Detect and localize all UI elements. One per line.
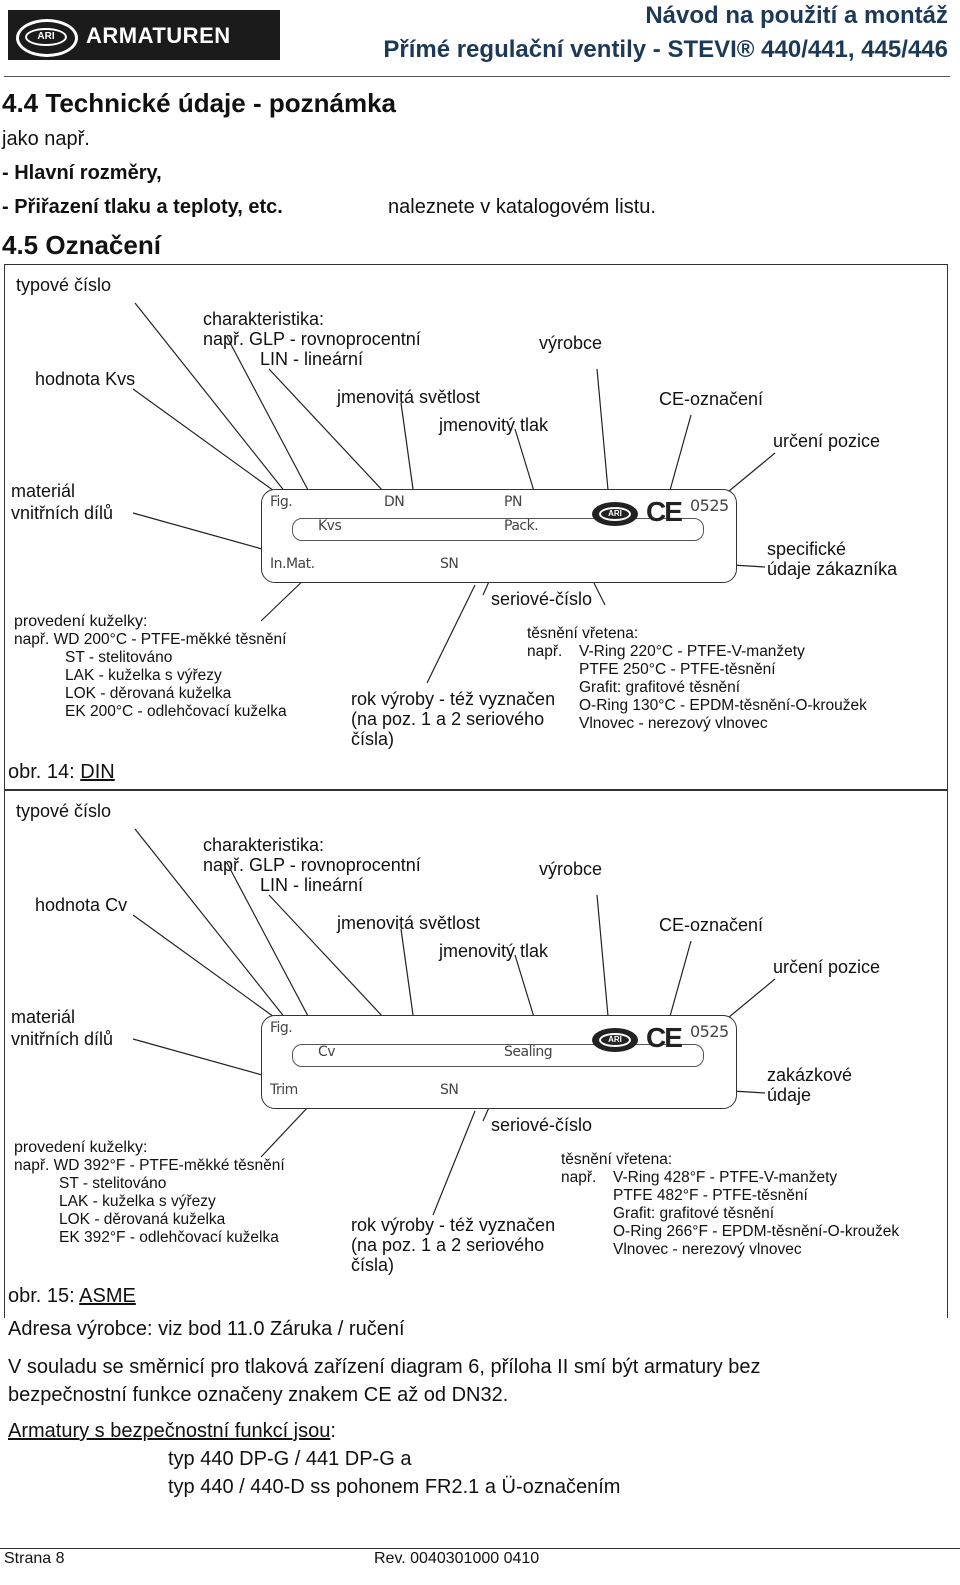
revision: Rev. 0040301000 0410 — [374, 1550, 540, 1567]
section-list-item: - Přiřazení tlaku a teploty, etc. — [2, 196, 283, 218]
plate-label-inmat: In.Mat. — [270, 556, 315, 572]
ari-icon: ARI — [592, 1028, 638, 1052]
seal-prefix: např. — [561, 1169, 597, 1186]
label-customer-data: specifické — [767, 539, 847, 559]
label-characteristic-lin: LIN - lineární — [260, 875, 364, 895]
label-position: určení pozice — [773, 957, 881, 977]
label-material: materiál — [11, 1007, 76, 1027]
safety-item: typ 440 DP-G / 441 DP-G a — [168, 1448, 412, 1470]
plate-notified-body: 0525 — [690, 1022, 729, 1041]
label-serial-number: seriové-číslo — [491, 1115, 593, 1135]
plate-label-cv: Cv — [318, 1044, 336, 1060]
label-customer-data-2: údaje zákazníka — [767, 559, 898, 579]
safety-heading-link[interactable]: Armatury s bezpečnostní funkcí jsou — [8, 1420, 331, 1442]
seal-item: V-Ring 428°F - PTFE-V-manžety — [613, 1169, 838, 1186]
label-characteristic-glp: např. GLP - rovnoprocentní — [203, 329, 421, 349]
ce-mark-icon: CE — [646, 1022, 681, 1053]
footer-divider — [0, 1548, 960, 1549]
plate-label-trim: Trim — [270, 1082, 298, 1098]
safety-heading: Armatury s bezpečnostní funkcí jsou: — [8, 1420, 336, 1442]
label-nominal-pressure: jmenovitý tlak — [439, 415, 549, 435]
document-title: Návod na použití a montáž — [645, 2, 948, 29]
logo-text: ARMATUREN — [86, 23, 231, 48]
nameplate — [261, 489, 737, 583]
section-heading-4-4: 4.4 Technické údaje - poznámka — [2, 88, 396, 118]
section-text: jako např. — [2, 128, 90, 150]
label-ce-marking: CE-označení — [659, 389, 764, 409]
caption-link-asme[interactable]: ASME — [79, 1285, 136, 1307]
label-kv-value: hodnota Kvs — [35, 369, 136, 389]
label-order-data-2: údaje — [767, 1085, 812, 1105]
figure-caption-din: obr. 14: DIN — [8, 761, 115, 783]
seal-item: V-Ring 220°C - PTFE-V-manžety — [579, 643, 805, 660]
document-subtitle: Přímé regulační ventily - STEVI® 440/441, 445/446 — [383, 36, 948, 63]
seal-item: Grafit: grafitové těsnění — [613, 1205, 775, 1222]
label-characteristic-glp: např. GLP - rovnoprocentní — [203, 855, 421, 875]
seal-item: PTFE 482°F - PTFE-těsnění — [613, 1187, 808, 1204]
plug-item: ST - stelitováno — [59, 1175, 167, 1192]
seal-item: O-Ring 130°C - EPDM-těsnění-O-kroužek — [579, 697, 867, 714]
manufacturer-address: Adresa výrobce: viz bod 11.0 Záruka / ručení — [8, 1318, 405, 1340]
page-number: Strana 8 — [4, 1550, 65, 1567]
plug-item: LOK - děrovaná kuželka — [65, 685, 232, 702]
year-note: (na poz. 1 a 2 seriového — [351, 709, 545, 729]
caption-link-din[interactable]: DIN — [80, 761, 115, 783]
label-ce-marking: CE-označení — [659, 915, 764, 935]
seal-heading: těsnění vřetena: — [561, 1151, 673, 1168]
label-material: materiál — [11, 481, 76, 501]
year-note: čísla) — [351, 729, 395, 749]
section-list-item: - Hlavní rozměry, — [2, 162, 162, 184]
label-manufacturer: výrobce — [539, 859, 603, 879]
plate-rail — [292, 1044, 704, 1067]
label-material-internal: vnitřních dílů — [11, 1029, 114, 1049]
seal-heading: těsnění vřetena: — [527, 625, 639, 642]
label-type-number: typové číslo — [16, 801, 112, 821]
label-characteristic-lin: LIN - lineární — [260, 349, 364, 369]
paragraph-directive: V souladu se směrnicí pro tlaková zařízení diagram 6, příloha II smí být armatury bez — [8, 1356, 761, 1378]
figure-asme-panel — [4, 790, 948, 1318]
plug-item: LOK - děrovaná kuželka — [59, 1211, 226, 1228]
plug-heading: provedení kuželky: — [14, 1139, 148, 1156]
plate-label-dn: DN — [384, 494, 405, 510]
label-nominal-size: jmenovitá světlost — [337, 913, 481, 933]
plug-item: LAK - kuželka s výřezy — [65, 667, 222, 684]
label-position: určení pozice — [773, 431, 881, 451]
ari-icon: ARI — [592, 502, 638, 526]
seal-item: Vlnovec - nerezový vlnovec — [579, 715, 768, 732]
label-serial-number: seriové-číslo — [491, 589, 593, 609]
seal-prefix: např. — [527, 643, 563, 660]
nameplate — [261, 1015, 737, 1109]
plate-label-sealing: Sealing — [504, 1044, 553, 1060]
plate-label-sn: SN — [440, 1082, 459, 1098]
company-logo — [8, 10, 280, 60]
figure-din-panel — [4, 264, 948, 790]
label-type-number: typové číslo — [16, 275, 112, 295]
safety-item: typ 440 / 440-D ss pohonem FR2.1 a Ü-označením — [168, 1476, 621, 1498]
label-nominal-size: jmenovitá světlost — [337, 387, 481, 407]
plug-item: např. WD 200°C - PTFE-měkké těsnění — [14, 631, 287, 648]
logo-badge: ARI — [16, 19, 78, 57]
plate-rail — [292, 518, 704, 541]
plug-item: EK 200°C - odlehčovací kuželka — [65, 703, 287, 720]
label-manufacturer: výrobce — [539, 333, 603, 353]
plate-label-fig: Fig. — [270, 1020, 293, 1036]
plug-item: EK 392°F - odlehčovací kuželka — [59, 1229, 279, 1246]
plate-label-pack: Pack. — [504, 518, 539, 534]
plate-label-fig: Fig. — [270, 494, 293, 510]
year-note: čísla) — [351, 1255, 395, 1275]
section-text: naleznete v katalogovém listu. — [388, 196, 656, 218]
plug-heading: provedení kuželky: — [14, 613, 148, 630]
plate-label-sn: SN — [440, 556, 459, 572]
seal-item: PTFE 250°C - PTFE-těsnění — [579, 661, 776, 678]
label-cv-value: hodnota Cv — [35, 895, 128, 915]
plug-item: LAK - kuželka s výřezy — [59, 1193, 216, 1210]
label-material-internal: vnitřních dílů — [11, 503, 114, 523]
ce-mark-icon: CE — [646, 496, 681, 527]
seal-item: O-Ring 266°F - EPDM-těsnění-O-kroužek — [613, 1223, 900, 1240]
header-divider — [4, 76, 950, 77]
plug-item: např. WD 392°F - PTFE-měkké těsnění — [14, 1157, 285, 1174]
seal-item: Vlnovec - nerezový vlnovec — [613, 1241, 802, 1258]
plate-notified-body: 0525 — [690, 496, 729, 515]
year-note: rok výroby - též vyznačen — [351, 689, 556, 709]
label-nominal-pressure: jmenovitý tlak — [439, 941, 549, 961]
year-note: rok výroby - též vyznačen — [351, 1215, 556, 1235]
seal-item: Grafit: grafitové těsnění — [579, 679, 741, 696]
label-characteristic: charakteristika: — [203, 309, 325, 329]
label-order-data: zakázkové — [767, 1065, 853, 1085]
paragraph-directive-2: bezpečnostní funkce označeny znakem CE až od DN32. — [8, 1384, 509, 1406]
label-characteristic: charakteristika: — [203, 835, 325, 855]
plate-label-kvs: Kvs — [318, 518, 342, 534]
section-heading-4-5: 4.5 Označení — [2, 230, 161, 260]
figure-caption-asme: obr. 15: ASME — [8, 1285, 136, 1307]
plate-label-pn: PN — [504, 494, 522, 510]
plug-item: ST - stelitováno — [65, 649, 173, 666]
year-note: (na poz. 1 a 2 seriového — [351, 1235, 545, 1255]
